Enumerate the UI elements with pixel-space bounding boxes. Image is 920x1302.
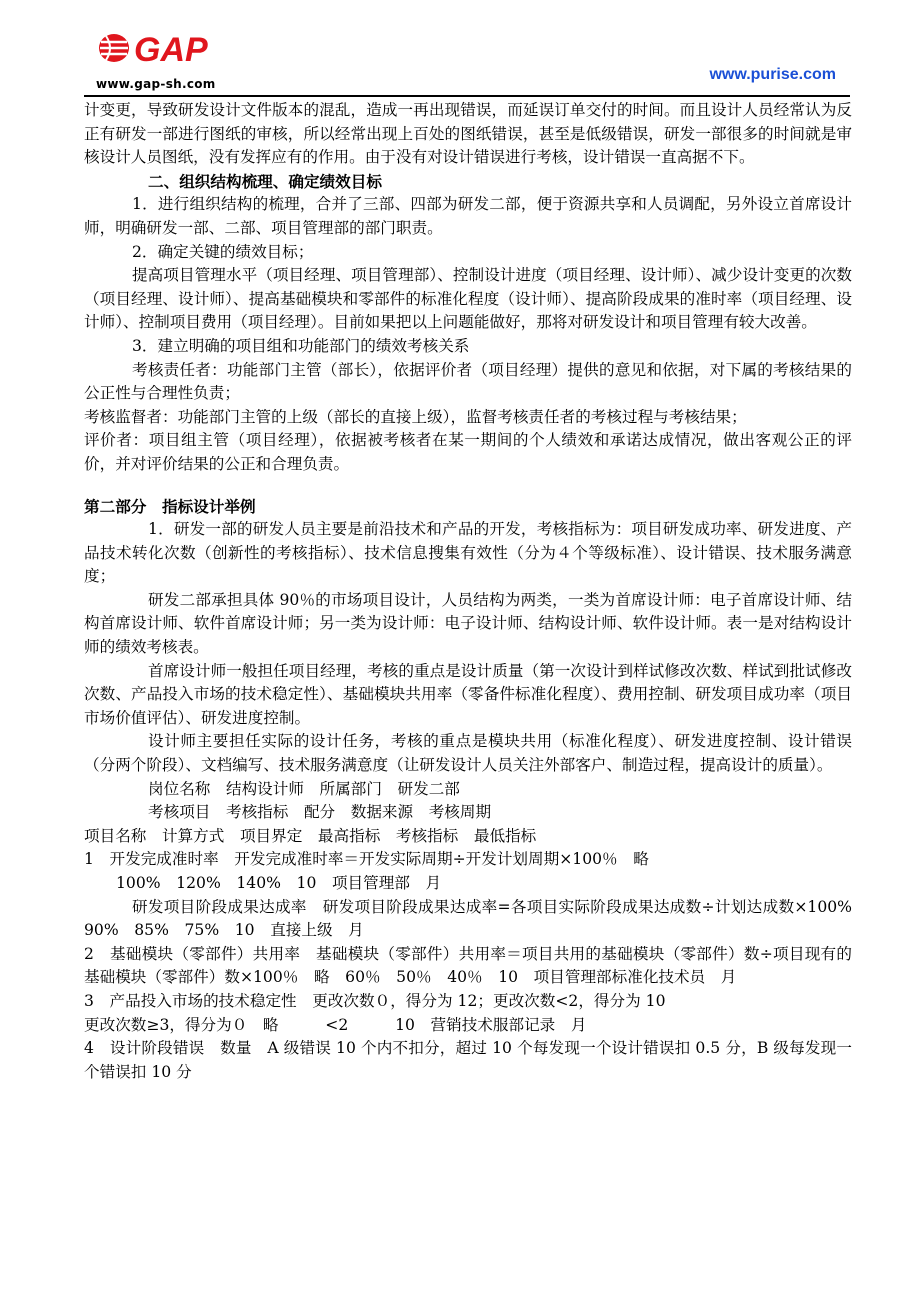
paragraph: 考核责任者：功能部门主管（部长），依据评价者（项目经理）提供的意见和依据，对下属的考核结果的公正性与合理性负责； — [84, 360, 852, 403]
paragraph: 2．确定关键的绩效目标； — [132, 242, 314, 261]
table-line: 研发项目阶段成果达成率 研发项目阶段成果达成率=各项目实际阶段成果达成数÷计划达成数×100% 90% 85% 75% 10 直接上级 月 — [84, 897, 868, 940]
table-line: 100% 120% 140% 10 项目管理部 月 — [116, 874, 442, 892]
table-line: 岗位名称 结构设计师 所属部门 研发二部 — [148, 779, 460, 798]
table-line: 1 开发完成准时率 开发完成准时率＝开发实际周期÷开发计划周期×100％ 略 — [84, 850, 649, 869]
paragraph: 考核监督者：功能部门主管的上级（部长的直接上级），监督考核责任者的考核过程与考核结果； — [84, 407, 747, 426]
paragraph: 3．建立明确的项目组和功能部门的绩效考核关系 — [132, 336, 470, 355]
table-line: 4 设计阶段错误 数量 A 级错误 10 个内不扣分，超过 10 个每发现一个设计错误扣 0.5 分，B 级每发现一个错误扣 10 分 — [84, 1039, 852, 1081]
site-url-link[interactable]: www.purise.com — [709, 66, 836, 83]
paragraph: 研发二部承担具体 90％的市场项目设计，人员结构为两类，一类为首席设计师：电子首席设计师、结构首席设计师、软件首席设计师；另一类为设计师：电子设计师、结构设计师、软件设计师。表一是对结构设计师的绩效考核表。 — [84, 590, 852, 657]
paragraph: 设计师主要担任实际的设计任务，考核的重点是模块共用（标准化程度）、研发进度控制、设计错误（分两个阶段）、文档编写、技术服务满意度（让研发设计人员关注外部客户、制造过程，提高设计的质量）。 — [84, 732, 852, 775]
paragraph: 首席设计师一般担任项目经理，考核的重点是设计质量（第一次设计到样试修改次数、样试到批试修改次数、产品投入市场的技术稳定性）、基础模块共用率（零备件标准化程度）、费用控制、研发项目成功率（项目市场价值评估）、研发进度控制。 — [84, 661, 852, 727]
paragraph: 计变更，导致研发设计文件版本的混乱，造成一再出现错误，而延误订单交付的时间。而且设计人员经常认为反正有研发一部进行图纸的审核，所以经常出现上百处的图纸错误，甚至是低级错误，研发一部很多的时间就是审核设计人员图纸，没有发挥应有的作用。由于没有对设计错误进行考核，设计错误一直高据不下。 — [84, 101, 852, 167]
paragraph: 提高项目管理水平（项目经理、项目管理部）、控制设计进度（项目经理、设计师）、减少设计变更的次数（项目经理、设计师）、提高基础模块和零部件的标准化程度（设计师）、提高阶段成果的准时率（项目经理、设计师）、控制项目费用（项目经理）。目前如果把以上问题能做好，那将对研发设计和项目管理有较大改善。 — [84, 266, 852, 332]
paragraph: 1．研发一部的研发人员主要是前沿技术和产品的开发，考核指标为：项目研发成功率、研发进度、产品技术转化次数（创新性的考核指标）、技术信息搜集有效性（分为４个等级标准）、设计错误、技术服务满意度； — [84, 520, 852, 586]
page-header — [0, 0, 920, 100]
paragraph: 评价者：项目组主管（项目经理），依据被考核者在某一期间的个人绩效和承诺达成情况，做出客观公正的评价，并对评价结果的公正和合理负责。 — [84, 431, 852, 473]
document-body — [84, 99, 868, 1084]
table-line: 更改次数≥3，得分为０ 略 <2 10 营销技术服部记录 月 — [84, 1015, 587, 1034]
section-heading: 二、组织结构梳理、确定绩效目标 — [148, 171, 382, 191]
logo-text: GAP — [134, 31, 208, 69]
table-line: 3 产品投入市场的技术稳定性 更改次数０，得分为 12；更改次数<2，得分为 10 — [84, 991, 666, 1010]
globe-icon — [99, 34, 129, 62]
table-line: 考核项目 考核指标 配分 数据来源 考核周期 — [148, 803, 492, 822]
table-line: 2 基础模块（零部件）共用率 基础模块（零部件）共用率＝项目共用的基础模块（零部件）数÷项目现有的基础模块（零部件）数×100％ 略 60％ 50％ 40％ 10 项目管理部标准化技术员 月 — [84, 944, 852, 987]
part-title: 第二部分 指标设计举例 — [84, 496, 256, 516]
paragraph: 1．进行组织结构的梳理，合并了三部、四部为研发二部，便于资源共享和人员调配，另外设立首席设计师，明确研发一部、二部、项目管理部的部门职责。 — [84, 195, 852, 237]
table-line: 项目名称 计算方式 项目界定 最高指标 考核指标 最低指标 — [84, 826, 537, 845]
logo-url: www.gap-sh.com — [96, 77, 216, 91]
header-divider — [84, 95, 850, 97]
